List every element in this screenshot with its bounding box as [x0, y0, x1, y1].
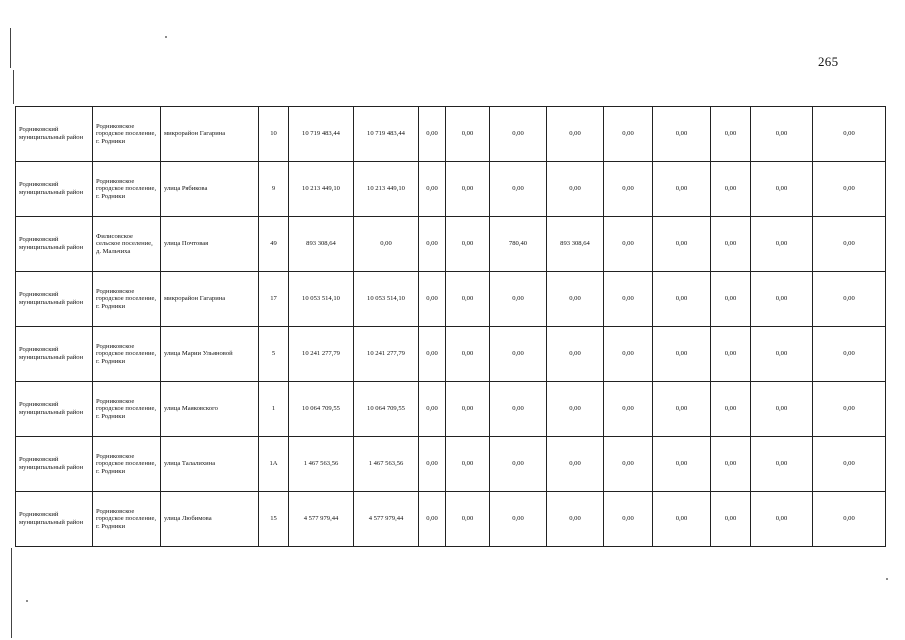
amount-cell: 1 467 563,56	[289, 437, 354, 492]
amount-cell: 0,00	[604, 272, 653, 327]
settlement-cell: Родниковское городское поселение, г. Родники	[93, 492, 161, 547]
amount-cell: 780,40	[490, 217, 547, 272]
amount-cell: 0,00	[604, 437, 653, 492]
amount-cell: 0,00	[604, 107, 653, 162]
amount-cell: 10 241 277,79	[354, 327, 419, 382]
amount-cell: 0,00	[813, 107, 886, 162]
amount-cell: 0,00	[711, 437, 751, 492]
settlement-cell: Родниковское городское поселение, г. Родники	[93, 162, 161, 217]
settlement-cell: Родниковское городское поселение, г. Родники	[93, 107, 161, 162]
district-cell: Родниковский муниципальный район	[16, 437, 93, 492]
amount-cell: 10 053 514,10	[354, 272, 419, 327]
district-cell: Родниковский муниципальный район	[16, 272, 93, 327]
street-cell: улица Любимова	[161, 492, 259, 547]
table-row	[16, 217, 886, 272]
amount-cell: 0,00	[419, 162, 446, 217]
settlement-cell: Филисовское сельское поселение, д. Мальчиха	[93, 217, 161, 272]
house-number-cell: 5	[259, 327, 289, 382]
amount-cell: 0,00	[354, 217, 419, 272]
amount-cell: 0,00	[751, 437, 813, 492]
amount-cell: 10 213 449,10	[354, 162, 419, 217]
scan-mark	[13, 70, 14, 104]
amount-cell: 0,00	[419, 217, 446, 272]
amount-cell: 10 719 483,44	[289, 107, 354, 162]
amount-cell: 10 241 277,79	[289, 327, 354, 382]
house-number-cell: 9	[259, 162, 289, 217]
amount-cell: 893 308,64	[547, 217, 604, 272]
scan-mark	[11, 548, 12, 638]
amount-cell: 0,00	[813, 162, 886, 217]
table-row	[16, 272, 886, 327]
table-row	[16, 162, 886, 217]
page-number: 265	[818, 54, 839, 69]
street-cell: улица Маяковского	[161, 382, 259, 437]
district-cell: Родниковский муниципальный район	[16, 382, 93, 437]
amount-cell: 0,00	[419, 382, 446, 437]
amount-cell: 0,00	[653, 162, 711, 217]
table-row	[16, 107, 886, 162]
amount-cell: 0,00	[547, 437, 604, 492]
table-row	[16, 327, 886, 382]
scan-speck	[886, 578, 888, 580]
amount-cell: 0,00	[653, 107, 711, 162]
settlement-cell: Родниковское городское поселение, г. Родники	[93, 437, 161, 492]
amount-cell: 0,00	[490, 327, 547, 382]
amount-cell: 0,00	[547, 162, 604, 217]
amount-cell: 0,00	[446, 382, 490, 437]
table-row	[16, 437, 886, 492]
table-body	[16, 107, 886, 547]
amount-cell: 0,00	[446, 107, 490, 162]
amount-cell: 0,00	[446, 272, 490, 327]
amount-cell: 0,00	[419, 492, 446, 547]
house-number-cell: 1	[259, 382, 289, 437]
amount-cell: 0,00	[490, 162, 547, 217]
amount-cell: 0,00	[751, 272, 813, 327]
amount-cell: 0,00	[419, 327, 446, 382]
amount-cell: 0,00	[653, 492, 711, 547]
amount-cell: 0,00	[446, 437, 490, 492]
amount-cell: 0,00	[653, 437, 711, 492]
amount-cell: 1 467 563,56	[354, 437, 419, 492]
district-cell: Родниковский муниципальный район	[16, 107, 93, 162]
amount-cell: 0,00	[653, 217, 711, 272]
amount-cell: 0,00	[751, 327, 813, 382]
amount-cell: 0,00	[446, 327, 490, 382]
scan-mark	[10, 28, 11, 68]
amount-cell: 0,00	[604, 492, 653, 547]
district-cell: Родниковский муниципальный район	[16, 492, 93, 547]
amount-cell: 0,00	[813, 492, 886, 547]
amount-cell: 0,00	[711, 162, 751, 217]
house-number-cell: 10	[259, 107, 289, 162]
amount-cell: 0,00	[419, 107, 446, 162]
amount-cell: 0,00	[604, 162, 653, 217]
amount-cell: 10 064 709,55	[354, 382, 419, 437]
amount-cell: 0,00	[711, 327, 751, 382]
amount-cell: 10 719 483,44	[354, 107, 419, 162]
settlement-cell: Родниковское городское поселение, г. Родники	[93, 327, 161, 382]
street-cell: улица Почтовая	[161, 217, 259, 272]
settlement-cell: Родниковское городское поселение, г. Родники	[93, 382, 161, 437]
amount-cell: 0,00	[711, 217, 751, 272]
amount-cell: 0,00	[547, 492, 604, 547]
amount-cell: 0,00	[751, 382, 813, 437]
amount-cell: 0,00	[547, 382, 604, 437]
street-cell: микрорайон Гагарина	[161, 107, 259, 162]
amount-cell: 0,00	[446, 162, 490, 217]
district-cell: Родниковский муниципальный район	[16, 327, 93, 382]
amount-cell: 0,00	[547, 327, 604, 382]
street-cell: улица Талалихина	[161, 437, 259, 492]
amount-cell: 0,00	[751, 492, 813, 547]
amount-cell: 0,00	[813, 327, 886, 382]
amount-cell: 0,00	[446, 217, 490, 272]
data-table	[15, 106, 886, 547]
house-number-cell: 49	[259, 217, 289, 272]
amount-cell: 0,00	[711, 492, 751, 547]
district-cell: Родниковский муниципальный район	[16, 162, 93, 217]
amount-cell: 0,00	[751, 162, 813, 217]
amount-cell: 0,00	[446, 492, 490, 547]
amount-cell: 0,00	[813, 272, 886, 327]
house-number-cell: 15	[259, 492, 289, 547]
street-cell: улица Рябикова	[161, 162, 259, 217]
amount-cell: 0,00	[813, 217, 886, 272]
house-number-cell: 17	[259, 272, 289, 327]
amount-cell: 4 577 979,44	[289, 492, 354, 547]
amount-cell: 0,00	[547, 272, 604, 327]
amount-cell: 0,00	[547, 107, 604, 162]
amount-cell: 0,00	[490, 382, 547, 437]
house-number-cell: 1А	[259, 437, 289, 492]
amount-cell: 0,00	[813, 437, 886, 492]
amount-cell: 0,00	[604, 382, 653, 437]
scan-speck	[165, 36, 167, 38]
amount-cell: 0,00	[751, 217, 813, 272]
street-cell: улица Марии Ульяновой	[161, 327, 259, 382]
amount-cell: 0,00	[604, 217, 653, 272]
amount-cell: 10 053 514,10	[289, 272, 354, 327]
table-row	[16, 382, 886, 437]
district-cell: Родниковский муниципальный район	[16, 217, 93, 272]
amount-cell: 0,00	[653, 327, 711, 382]
table-row	[16, 492, 886, 547]
amount-cell: 0,00	[751, 107, 813, 162]
amount-cell: 0,00	[419, 272, 446, 327]
amount-cell: 0,00	[490, 272, 547, 327]
amount-cell: 10 213 449,10	[289, 162, 354, 217]
settlement-cell: Родниковское городское поселение, г. Родники	[93, 272, 161, 327]
amount-cell: 0,00	[419, 437, 446, 492]
amount-cell: 10 064 709,55	[289, 382, 354, 437]
street-cell: микрорайон Гагарина	[161, 272, 259, 327]
amount-cell: 0,00	[604, 327, 653, 382]
amount-cell: 0,00	[490, 437, 547, 492]
amount-cell: 893 308,64	[289, 217, 354, 272]
scan-speck	[26, 600, 28, 602]
amount-cell: 0,00	[653, 382, 711, 437]
amount-cell: 0,00	[653, 272, 711, 327]
amount-cell: 0,00	[711, 107, 751, 162]
amount-cell: 0,00	[711, 382, 751, 437]
amount-cell: 4 577 979,44	[354, 492, 419, 547]
amount-cell: 0,00	[711, 272, 751, 327]
amount-cell: 0,00	[490, 107, 547, 162]
amount-cell: 0,00	[490, 492, 547, 547]
amount-cell: 0,00	[813, 382, 886, 437]
